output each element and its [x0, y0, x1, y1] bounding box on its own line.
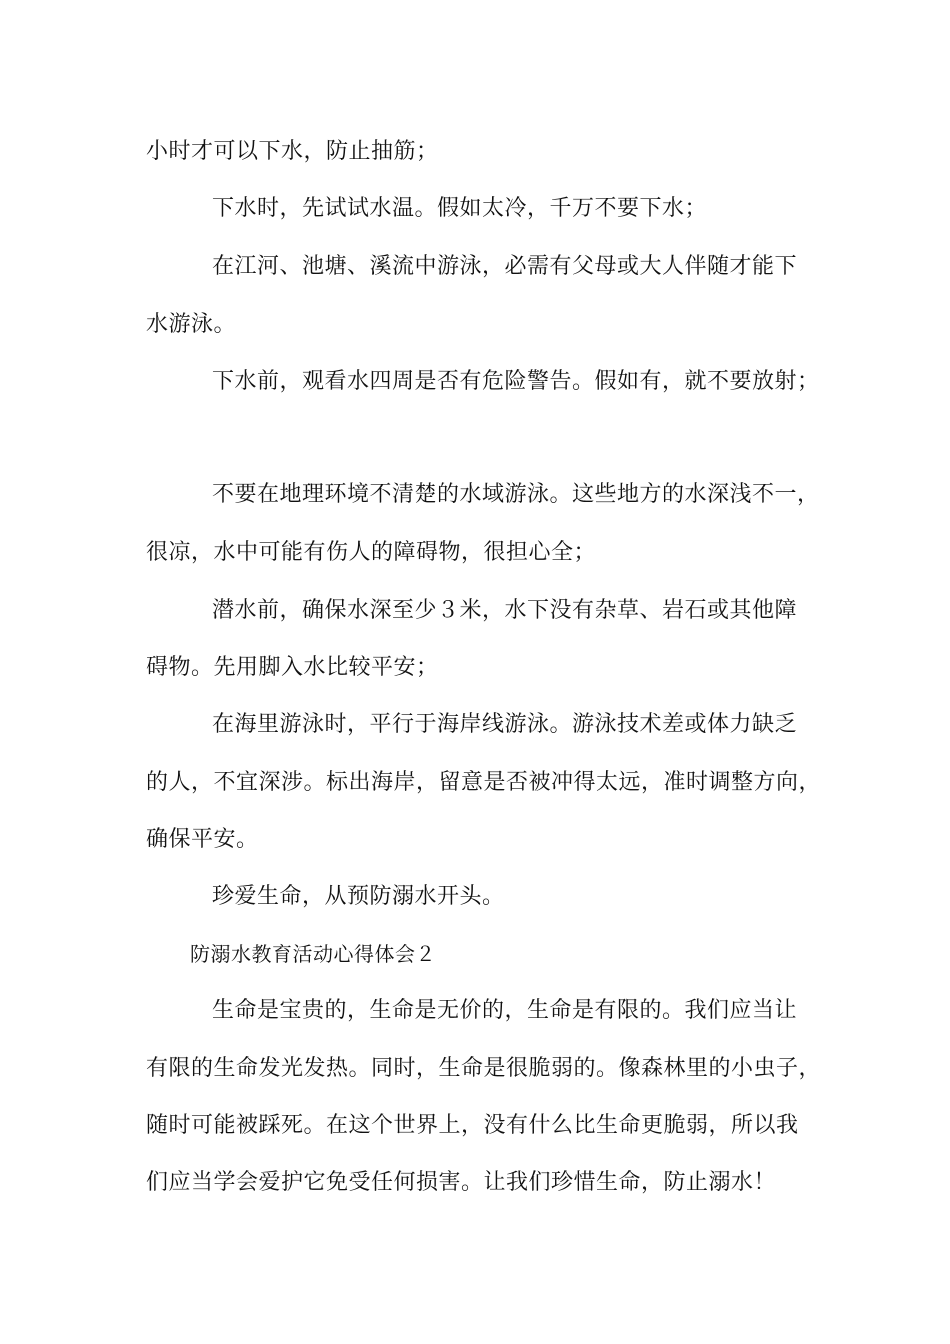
text-line: 潜水前，确保水深至少３米，水下没有杂草、岩石或其他障: [212, 598, 798, 623]
text-line: 很凉，水中可能有伤人的障碍物，很担心全；: [146, 540, 597, 565]
section-heading: 防溺水教育活动心得体会２: [190, 942, 436, 966]
text-line: 珍爱生命，从预防溺水开头。: [212, 884, 505, 909]
text-line: 不要在地理环境不清楚的水域游泳。这些地方的水深浅不一，: [212, 482, 820, 507]
text-line: 下水前，观看水四周是否有危险警告。假如有，就不要放射；: [212, 369, 820, 394]
text-line: 随时可能被踩死。在这个世界上，没有什么比生命更脆弱，所以我: [146, 1113, 799, 1138]
text-line: 在江河、池塘、溪流中游泳，必需有父母或大人伴随才能下: [212, 254, 798, 279]
text-line: 下水时，先试试水温。假如太冷，千万不要下水；: [212, 196, 708, 221]
text-line: 生命是宝贵的，生命是无价的，生命是有限的。我们应当让: [212, 998, 798, 1023]
text-line: 们应当学会爱护它免受任何损害。让我们珍惜生命，防止溺水！: [146, 1170, 777, 1195]
text-line: 的人，不宜深涉。标出海岸，留意是否被冲得太远，准时调整方向，: [146, 770, 822, 795]
text-line: 小时才可以下水，防止抽筋；: [146, 139, 439, 164]
text-line: 在海里游泳时，平行于海岸线游泳。游泳技术差或体力缺乏: [212, 712, 798, 737]
text-line: 确保平安。: [146, 827, 259, 852]
text-line: 碍物。先用脚入水比较平安；: [146, 655, 439, 680]
text-line: 水游泳。: [146, 312, 237, 337]
text-line: 有限的生命发光发热。同时，生命是很脆弱的。像森林里的小虫子，: [146, 1056, 822, 1081]
